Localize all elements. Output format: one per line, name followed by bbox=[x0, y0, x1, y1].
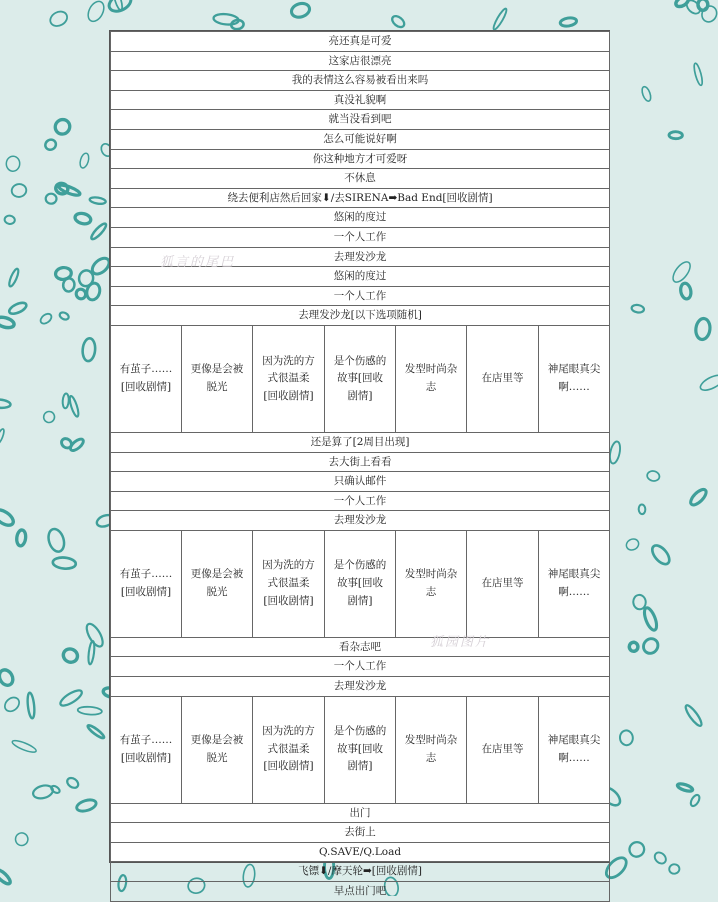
option-cell: 有茧子……[回收剧情] bbox=[111, 696, 182, 803]
option-cell: 更像是会被脱光 bbox=[182, 696, 253, 803]
decorative-dot bbox=[16, 529, 27, 546]
decorative-dot bbox=[677, 782, 694, 792]
route-step: 去大街上看看 bbox=[111, 452, 610, 472]
table-row bbox=[111, 432, 610, 452]
decorative-dot bbox=[39, 312, 54, 326]
decorative-dot bbox=[629, 642, 638, 652]
decorative-dot bbox=[698, 372, 718, 393]
decorative-dot bbox=[642, 606, 659, 631]
route-step: 这家店很漂亮 bbox=[111, 51, 610, 71]
option-cell: 因为洗的方式很温柔[回收剧情] bbox=[253, 696, 325, 803]
route-step: 出门 bbox=[111, 803, 610, 823]
option-cell: 在店里等 bbox=[467, 530, 539, 637]
decorative-dot bbox=[0, 668, 15, 688]
option-cell: 因为洗的方式很温柔[回收剧情] bbox=[253, 530, 325, 637]
option-cell: 在店里等 bbox=[467, 325, 539, 432]
route-step: 不休息 bbox=[111, 169, 610, 189]
route-step: 一个人工作 bbox=[111, 286, 610, 306]
route-step: 去理发沙龙 bbox=[111, 677, 610, 697]
options-row bbox=[111, 325, 610, 432]
decorative-dot bbox=[0, 507, 16, 529]
table-row bbox=[111, 803, 610, 823]
decorative-dot bbox=[77, 706, 102, 715]
decorative-dot bbox=[8, 268, 21, 288]
option-cell: 是个伤感的故事[回收剧情] bbox=[325, 696, 396, 803]
decorative-dot bbox=[631, 304, 644, 313]
route-step: 还是算了[2周目出现] bbox=[111, 432, 610, 452]
table-row bbox=[111, 637, 610, 657]
table-row bbox=[111, 51, 610, 71]
option-cell: 发型时尚杂志 bbox=[396, 325, 467, 432]
decorative-dot bbox=[619, 730, 634, 746]
table-row bbox=[111, 511, 610, 531]
table-row bbox=[111, 71, 610, 91]
route-step: 看杂志吧 bbox=[111, 637, 610, 657]
option-cell: 因为洗的方式很温柔[回收剧情] bbox=[253, 325, 325, 432]
table-row bbox=[111, 227, 610, 247]
decorative-dot bbox=[560, 17, 577, 27]
option-cell: 发型时尚杂志 bbox=[396, 530, 467, 637]
decorative-dot bbox=[11, 183, 28, 198]
decorative-dot bbox=[74, 212, 92, 226]
option-cell: 是个伤感的故事[回收剧情] bbox=[325, 325, 396, 432]
decorative-dot bbox=[695, 318, 711, 341]
route-step: 真没礼貌啊 bbox=[111, 90, 610, 110]
route-step: 一个人工作 bbox=[111, 491, 610, 511]
decorative-dot bbox=[699, 3, 718, 24]
table-row bbox=[111, 472, 610, 492]
decorative-dot bbox=[0, 399, 11, 409]
decorative-dot bbox=[0, 867, 12, 886]
decorative-dot bbox=[46, 527, 67, 553]
table-row bbox=[111, 286, 610, 306]
route-step: 去街上 bbox=[111, 823, 610, 843]
decorative-dot bbox=[646, 470, 660, 482]
route-step: 去理发沙龙 bbox=[111, 511, 610, 531]
route-table bbox=[110, 31, 610, 902]
decorative-dot bbox=[43, 138, 57, 152]
decorative-dot bbox=[89, 196, 106, 204]
table-row bbox=[111, 90, 610, 110]
route-step: 悠闲的度过 bbox=[111, 267, 610, 287]
table-row bbox=[111, 452, 610, 472]
decorative-dot bbox=[61, 647, 80, 665]
route-step: 你这种地方才可爱呀 bbox=[111, 149, 610, 169]
decorative-dot bbox=[48, 9, 70, 29]
decorative-dot bbox=[11, 738, 37, 754]
route-step: Q.SAVE/Q.Load bbox=[111, 842, 610, 862]
table-row bbox=[111, 110, 610, 130]
route-step: 早点出门吧 bbox=[111, 882, 610, 902]
decorative-dot bbox=[641, 636, 661, 657]
table-row bbox=[111, 862, 610, 882]
option-cell: 更像是会被脱光 bbox=[182, 325, 253, 432]
option-cell: 在店里等 bbox=[467, 696, 539, 803]
flowchart-sheet bbox=[109, 30, 610, 898]
decorative-dot bbox=[42, 410, 56, 424]
decorative-dot bbox=[669, 864, 680, 875]
table-row bbox=[111, 169, 610, 189]
route-step: 去理发沙龙 bbox=[111, 247, 610, 267]
decorative-dot bbox=[0, 315, 15, 329]
table-row bbox=[111, 188, 610, 208]
table-row bbox=[111, 677, 610, 697]
table-row bbox=[111, 306, 610, 326]
route-step: 飞镖⬇/摩天轮➡[回收剧情] bbox=[111, 862, 610, 882]
route-step: 去理发沙龙[以下选项随机] bbox=[111, 306, 610, 326]
decorative-dot bbox=[75, 798, 97, 813]
decorative-dot bbox=[6, 156, 20, 172]
decorative-dot bbox=[60, 437, 74, 450]
decorative-dot bbox=[624, 537, 640, 552]
route-step: 只确认邮件 bbox=[111, 472, 610, 492]
decorative-dot bbox=[106, 0, 133, 15]
option-cell: 有茧子……[回收剧情] bbox=[111, 325, 182, 432]
route-step: 一个人工作 bbox=[111, 227, 610, 247]
decorative-dot bbox=[689, 794, 701, 808]
decorative-dot bbox=[32, 783, 55, 800]
decorative-dot bbox=[59, 311, 70, 321]
decorative-dot bbox=[638, 504, 645, 514]
option-cell: 神尾眼真尖啊…… bbox=[539, 325, 610, 432]
decorative-dot bbox=[2, 695, 22, 714]
decorative-dot bbox=[679, 282, 692, 299]
decorative-dot bbox=[85, 0, 107, 24]
decorative-dot bbox=[62, 393, 69, 408]
decorative-dot bbox=[649, 542, 672, 567]
option-cell: 有茧子……[回收剧情] bbox=[111, 530, 182, 637]
decorative-dot bbox=[492, 7, 509, 30]
options-row bbox=[111, 696, 610, 803]
table-row bbox=[111, 208, 610, 228]
route-step: 怎么可能说好啊 bbox=[111, 129, 610, 149]
decorative-dot bbox=[670, 259, 694, 285]
decorative-dot bbox=[58, 688, 84, 709]
option-cell: 神尾眼真尖啊…… bbox=[539, 530, 610, 637]
option-cell: 更像是会被脱光 bbox=[182, 530, 253, 637]
decorative-dot bbox=[390, 14, 406, 29]
decorative-dot bbox=[290, 1, 311, 19]
table-row bbox=[111, 657, 610, 677]
decorative-dot bbox=[62, 278, 75, 293]
decorative-dot bbox=[688, 487, 708, 507]
watermark-text: 狐言的尾巴 bbox=[160, 255, 236, 270]
option-cell: 发型时尚杂志 bbox=[396, 696, 467, 803]
table-row bbox=[111, 842, 610, 862]
option-cell: 是个伤感的故事[回收剧情] bbox=[325, 530, 396, 637]
table-row bbox=[111, 823, 610, 843]
decorative-dot bbox=[79, 152, 91, 169]
decorative-dot bbox=[640, 86, 652, 103]
route-step: 一个人工作 bbox=[111, 657, 610, 677]
decorative-dot bbox=[46, 194, 57, 204]
decorative-dot bbox=[8, 301, 28, 316]
decorative-dot bbox=[52, 557, 76, 570]
route-step: 绕去便利店然后回家⬇/去SIRENA➡Bad End[回收剧情] bbox=[111, 188, 610, 208]
decorative-dot bbox=[84, 621, 106, 648]
decorative-dot bbox=[683, 703, 703, 727]
table-row bbox=[111, 32, 610, 52]
decorative-dot bbox=[68, 395, 80, 417]
decorative-dot bbox=[82, 338, 96, 362]
table-row bbox=[111, 491, 610, 511]
options-row bbox=[111, 530, 610, 637]
decorative-dot bbox=[608, 441, 622, 465]
option-cell: 神尾眼真尖啊…… bbox=[539, 696, 610, 803]
decorative-dot bbox=[669, 132, 683, 139]
route-step: 悠闲的度过 bbox=[111, 208, 610, 228]
decorative-dot bbox=[653, 850, 669, 866]
decorative-dot bbox=[27, 692, 36, 718]
decorative-dot bbox=[65, 776, 80, 790]
decorative-dot bbox=[52, 117, 73, 137]
route-step: 我的表情这么容易被看出来吗 bbox=[111, 71, 610, 91]
table-row bbox=[111, 149, 610, 169]
decorative-dot bbox=[627, 839, 647, 859]
table-row bbox=[111, 882, 610, 902]
decorative-dot bbox=[14, 831, 30, 847]
decorative-dot bbox=[4, 215, 15, 225]
table-row bbox=[111, 129, 610, 149]
route-step: 亮还真是可爱 bbox=[111, 32, 610, 52]
decorative-dot bbox=[89, 222, 107, 241]
route-step: 就当没看到吧 bbox=[111, 110, 610, 130]
decorative-dot bbox=[0, 428, 5, 445]
watermark-text: 狐园图片 bbox=[430, 635, 491, 650]
decorative-dot bbox=[86, 724, 105, 740]
decorative-dot bbox=[693, 63, 704, 86]
decorative-dot bbox=[85, 282, 102, 302]
